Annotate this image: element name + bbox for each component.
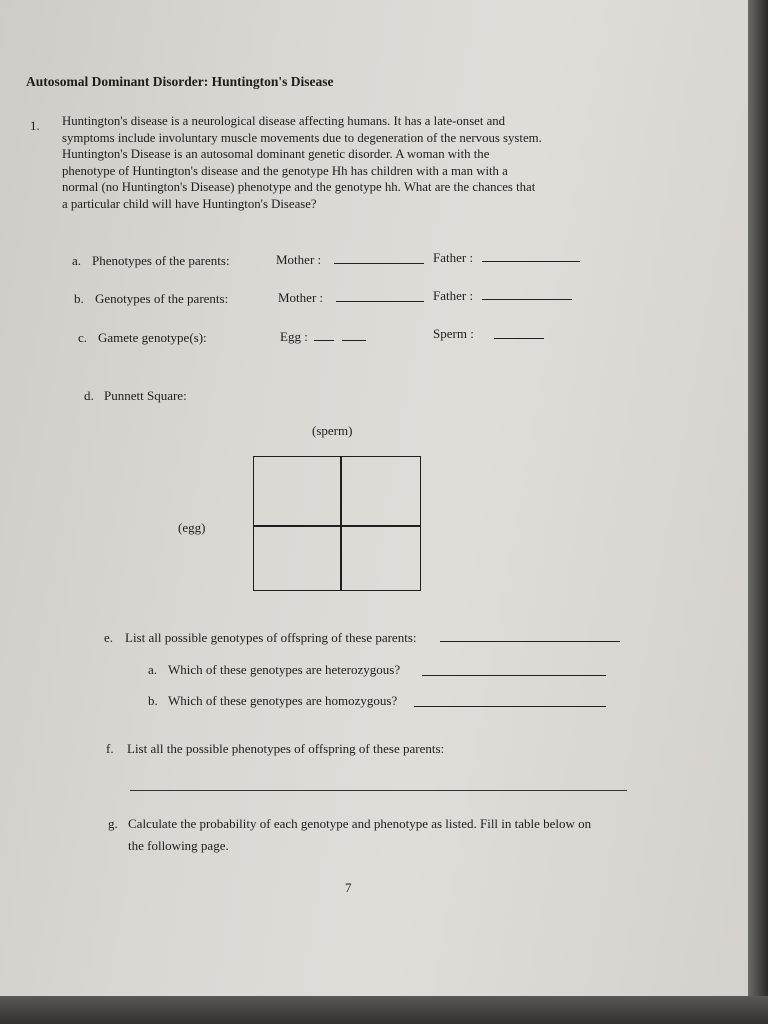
heterozygous-blank[interactable] [422, 664, 606, 676]
question-line: Huntington's Disease is an autosomal dominant genetic disorder. A woman with the [62, 147, 490, 161]
question-text [62, 113, 662, 212]
part-d-label: Punnett Square: [104, 388, 187, 403]
egg-blank-1[interactable] [314, 329, 334, 341]
punnett-horizontal-divider [254, 525, 420, 527]
part-c-egg-label: Egg : [280, 329, 308, 344]
part-g-line1: Calculate the probability of each genotype and phenotype as listed. Fill in table below on [128, 816, 592, 831]
part-b-mother-blank[interactable] [336, 290, 424, 302]
question-line: a particular child will have Huntington's Disease? [62, 196, 317, 211]
part-b-mother-label: Mother : [278, 290, 324, 305]
part-g-line2: the following page. [128, 838, 229, 853]
part-c-marker: c. [78, 330, 88, 345]
question-number: 1. [30, 118, 40, 133]
sperm-blank[interactable] [494, 327, 544, 339]
part-a-label: Phenotypes of the parents: [92, 253, 230, 268]
part-e-blank[interactable] [440, 630, 620, 642]
part-c-label: Gamete genotype(s): [98, 330, 207, 345]
question-line: phenotype of Huntington's disease and the genotype Hh has children with a man with a [62, 163, 508, 178]
question-line: normal (no Huntington's Disease) phenotype and the genotype hh. What are the chances that [62, 180, 536, 194]
part-a-marker: a. [72, 253, 82, 268]
part-b-father-blank[interactable] [482, 288, 572, 300]
part-a-mother-label: Mother : [276, 252, 322, 267]
part-b-father-label: Father : [433, 288, 474, 303]
part-a-father-label: Father : [433, 250, 474, 265]
background-edge-right [748, 0, 768, 1024]
part-e-sub-b-marker: b. [148, 693, 158, 708]
part-f-answer-line[interactable] [130, 790, 627, 791]
part-e-label: List all possible genotypes of offspring of these parents: [125, 630, 417, 645]
part-b-marker: b. [74, 291, 84, 306]
egg-axis-label: (egg) [178, 520, 206, 535]
part-b-label: Genotypes of the parents: [95, 291, 229, 306]
homozygous-blank[interactable] [414, 695, 606, 707]
punnett-square[interactable] [253, 456, 421, 591]
part-d-marker: d. [84, 388, 94, 403]
part-e-sub-b-label: Which of these genotypes are homozygous? [168, 693, 398, 708]
part-e-sub-a-marker: a. [148, 662, 158, 677]
part-g-marker: g. [108, 816, 118, 831]
question-line: symptoms include involuntary muscle movements due to degeneration of the nervous system. [62, 130, 542, 145]
question-line: Huntington's disease is a neurological disease affecting humans. It has a late-onset and [62, 114, 506, 128]
part-a-father-blank[interactable] [482, 250, 580, 262]
part-f-marker: f. [106, 741, 114, 756]
punnett-vertical-divider [340, 457, 342, 590]
part-e-marker: e. [104, 630, 114, 645]
part-e-sub-a-label: Which of these genotypes are heterozygous? [168, 662, 401, 677]
sperm-axis-label: (sperm) [312, 423, 353, 438]
page-heading: Autosomal Dominant Disorder: Huntington's Disease [26, 74, 334, 89]
egg-blank-2[interactable] [342, 329, 366, 341]
background-edge-bottom [0, 996, 768, 1024]
page-number: 7 [345, 880, 352, 895]
part-f-label: List all the possible phenotypes of offspring of these parents: [127, 741, 445, 756]
part-c-sperm-label: Sperm : [433, 326, 474, 341]
part-a-mother-blank[interactable] [334, 252, 424, 264]
